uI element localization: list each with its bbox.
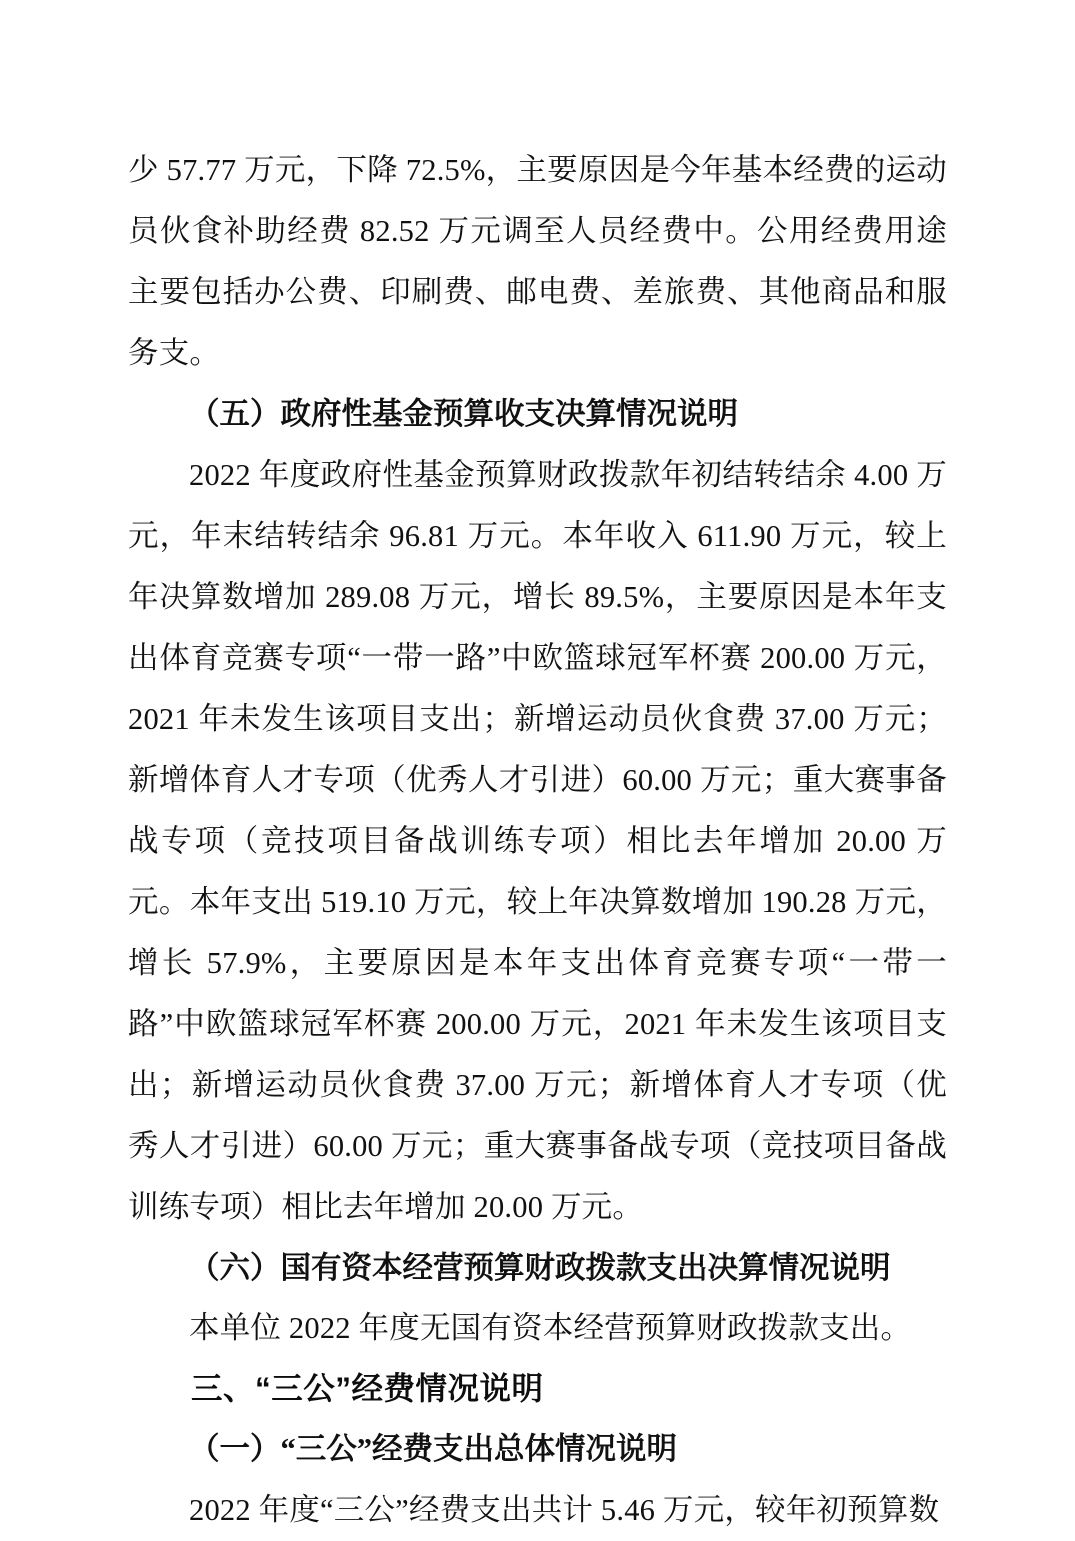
paragraph-state-capital-operation: 本单位 2022 年度无国有资本经营预算财政拨款支出。 — [189, 1311, 912, 1345]
paragraph-public-funds-continued: 少 57.77 万元，下降 72.5%，主要原因是今年基本经费的运动员伙食补助经费 82.52 万元调至人员经费中。公用经费用途主要包括办公费、印刷费、邮电费、差旅费、其他商品和服务支。 — [128, 153, 947, 370]
heading-section-five: （五）政府性基金预算收支决算情况说明 — [189, 397, 738, 431]
paragraph-three-public-expenses: 2022 年度“三公”经费支出共计 5.46 万元，较年初预算数 — [189, 1493, 940, 1527]
heading-section-six: （六）国有资本经营预算财政拨款支出决算情况说明 — [189, 1251, 891, 1285]
paragraph-government-fund-budget: 2022 年度政府性基金预算财政拨款年初结转结余 4.00 万元，年末结转结余 96.81 万元。本年收入 611.90 万元，较上年决算数增加 289.08 万元，增长 89.5%，主要原因是本年支出体育竞赛专项“一带一路”中欧篮球冠军杯赛 200.00 万元，2021 年未发生该项目支出；新增运动员伙食费 37.00 万元；新增体育人才专项（优秀人才引进）60.00 万元；重大赛事备战专项（竞技项目备战训练专项）相比去年增加 20.00 万元。本年支出 519.10 万元，较上年决算数增加 190.28 万元，增长 57.9%，主要原因是本年支出体育竞赛专项“一带一路”中欧篮球冠军杯赛 200.00 万元，2021 年未发生该项目支出；新增运动员伙食费 37.00 万元；新增体育人才专项（优秀人才引进）60.00 万元；重大赛事备战专项（竞技项目备战训练专项）相比去年增加 20.00 万元。 — [128, 458, 947, 1224]
heading-chapter-three: 三、“三公”经费情况说明 — [191, 1370, 544, 1406]
document-body — [128, 140, 947, 1541]
heading-subsection-one: （一）“三公”经费支出总体情况说明 — [189, 1432, 677, 1466]
